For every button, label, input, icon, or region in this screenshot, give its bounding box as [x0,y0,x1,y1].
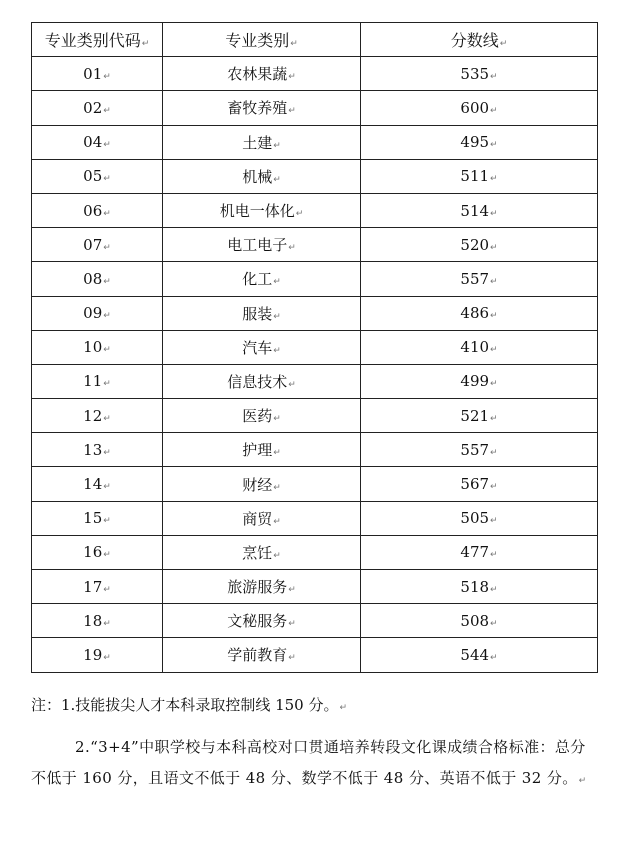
paragraph-mark-icon: ↵ [288,619,296,630]
note-2: 2.“3+4”中职学校与本科高校对口贯通培养转段文化课成绩合格标准：总分不低于 160 分，且语文不低于 48 分、数学不低于 48 分、英语不低于 32 分。↵ [31,738,587,787]
paragraph-mark-icon: ↵ [103,550,111,561]
cell-score: 486↵ [361,296,598,330]
cell-score: 521↵ [361,399,598,433]
cell-score: 508↵ [361,604,598,638]
cell-score: 520↵ [361,228,598,262]
paragraph-mark-icon: ↵ [490,447,498,458]
paragraph-mark-icon: ↵ [490,379,498,390]
paragraph-mark-icon: ↵ [273,311,281,322]
cell-category: 护理↵ [163,433,361,467]
paragraph-mark-icon: ↵ [273,140,281,151]
cell-score: 518↵ [361,570,598,604]
notes [31,690,601,797]
paragraph-mark-icon: ↵ [490,550,498,561]
cell-code: 05↵ [32,159,163,193]
paragraph-mark-icon: ↵ [273,482,281,493]
paragraph-mark-icon: ↵ [103,140,111,151]
cell-code: 16↵ [32,535,163,569]
cell-score: 511↵ [361,159,598,193]
cell-category: 机械↵ [163,159,361,193]
cell-category: 学前教育↵ [163,638,361,672]
cell-category: 畜牧养殖↵ [163,91,361,125]
paragraph-mark-icon: ↵ [288,72,296,83]
paragraph-mark-icon: ↵ [103,345,111,356]
cell-code: 09↵ [32,296,163,330]
paragraph-mark-icon: ↵ [103,379,111,390]
cell-score: 410↵ [361,330,598,364]
table-row [32,159,598,193]
paragraph-mark-icon: ↵ [490,71,498,82]
cell-code: 11↵ [32,364,163,398]
paragraph-mark-icon: ↵ [490,208,498,219]
cell-category: 服装↵ [163,296,361,330]
paragraph-mark-icon: ↵ [490,174,498,185]
paragraph-mark-icon: ↵ [339,703,348,713]
table-row [32,467,598,501]
paragraph-mark-icon: ↵ [295,209,304,220]
cell-score: 557↵ [361,262,598,296]
table-row [32,433,598,467]
paragraph-mark-icon: ↵ [288,106,296,117]
cell-score: 495↵ [361,125,598,159]
cell-code: 13↵ [32,433,163,467]
paragraph-mark-icon: ↵ [103,208,111,219]
paragraph-mark-icon: ↵ [273,550,281,561]
cell-score: 514↵ [361,193,598,227]
paragraph-mark-icon: ↵ [273,414,281,425]
paragraph-mark-icon: ↵ [288,653,296,664]
paragraph-mark-icon: ↵ [490,516,498,527]
cell-category: 机电一体化↵ [163,193,361,227]
paragraph-mark-icon: ↵ [103,413,111,424]
table-row [32,535,598,569]
table-row [32,57,598,91]
paragraph-mark-icon: ↵ [490,652,498,663]
cell-code: 04↵ [32,125,163,159]
paragraph-mark-icon: ↵ [103,174,111,185]
paragraph-mark-icon: ↵ [103,516,111,527]
paragraph-mark-icon: ↵ [490,584,498,595]
paragraph-mark-icon: ↵ [103,242,111,253]
header-category: 专业类别↵ [163,23,361,57]
paragraph-mark-icon: ↵ [273,516,281,527]
cell-score: 600↵ [361,91,598,125]
paragraph-mark-icon: ↵ [290,39,298,50]
paragraph-mark-icon: ↵ [490,140,498,151]
cell-category: 商贸↵ [163,501,361,535]
paragraph-mark-icon: ↵ [273,345,281,356]
header-score: 分数线↵ [361,23,598,57]
paragraph-mark-icon: ↵ [490,413,498,424]
table-row [32,399,598,433]
cell-category: 医药↵ [163,399,361,433]
cell-score: 567↵ [361,467,598,501]
cell-code: 19↵ [32,638,163,672]
paragraph-mark-icon: ↵ [490,345,498,356]
table-row [32,91,598,125]
cell-category: 汽车↵ [163,330,361,364]
table-row [32,501,598,535]
cell-code: 12↵ [32,399,163,433]
cell-category: 旅游服务↵ [163,570,361,604]
cell-score: 535↵ [361,57,598,91]
table-row [32,228,598,262]
table-row [32,193,598,227]
paragraph-mark-icon: ↵ [490,618,498,629]
cell-score: 499↵ [361,364,598,398]
table-row [32,330,598,364]
paragraph-mark-icon: ↵ [273,174,281,185]
cell-code: 14↵ [32,467,163,501]
paragraph-mark-icon: ↵ [288,243,296,254]
cell-code: 01↵ [32,57,163,91]
paragraph-mark-icon: ↵ [578,776,587,786]
cell-category: 农林果蔬↵ [163,57,361,91]
table-row [32,364,598,398]
cell-score: 544↵ [361,638,598,672]
paragraph-mark-icon: ↵ [490,482,498,493]
table-row [32,604,598,638]
paragraph-mark-icon: ↵ [273,277,281,288]
paragraph-mark-icon: ↵ [490,105,498,116]
cell-code: 08↵ [32,262,163,296]
cell-category: 土建↵ [163,125,361,159]
table-row [32,125,598,159]
paragraph-mark-icon: ↵ [103,276,111,287]
note-1: 注：1.技能拔尖人才本科录取控制线 150 分。↵ [31,696,348,714]
cell-category: 化工↵ [163,262,361,296]
cell-code: 02↵ [32,91,163,125]
paragraph-mark-icon: ↵ [288,585,296,596]
cell-code: 18↵ [32,604,163,638]
cell-score: 557↵ [361,433,598,467]
paragraph-mark-icon: ↵ [103,71,111,82]
cell-code: 15↵ [32,501,163,535]
table-row [32,638,598,672]
cell-category: 电工电子↵ [163,228,361,262]
paragraph-mark-icon: ↵ [490,311,498,322]
cell-score: 477↵ [361,535,598,569]
cell-code: 10↵ [32,330,163,364]
paragraph-mark-icon: ↵ [103,652,111,663]
header-code: 专业类别代码↵ [32,23,163,57]
table-row [32,570,598,604]
cell-category: 烹饪↵ [163,535,361,569]
cell-code: 07↵ [32,228,163,262]
paragraph-mark-icon: ↵ [103,584,111,595]
score-table [31,22,598,673]
paragraph-mark-icon: ↵ [103,311,111,322]
cell-category: 财经↵ [163,467,361,501]
paragraph-mark-icon: ↵ [288,379,296,390]
paragraph-mark-icon: ↵ [103,447,111,458]
paragraph-mark-icon: ↵ [490,242,498,253]
paragraph-mark-icon: ↵ [141,39,150,50]
cell-category: 信息技术↵ [163,364,361,398]
cell-code: 17↵ [32,570,163,604]
cell-score: 505↵ [361,501,598,535]
paragraph-mark-icon: ↵ [103,482,111,493]
table-row [32,296,598,330]
paragraph-mark-icon: ↵ [273,448,281,459]
paragraph-mark-icon: ↵ [103,618,111,629]
table-header-row [32,23,598,57]
cell-category: 文秘服务↵ [163,604,361,638]
paragraph-mark-icon: ↵ [499,39,508,50]
paragraph-mark-icon: ↵ [490,276,498,287]
table-row [32,262,598,296]
paragraph-mark-icon: ↵ [103,105,111,116]
cell-code: 06↵ [32,193,163,227]
